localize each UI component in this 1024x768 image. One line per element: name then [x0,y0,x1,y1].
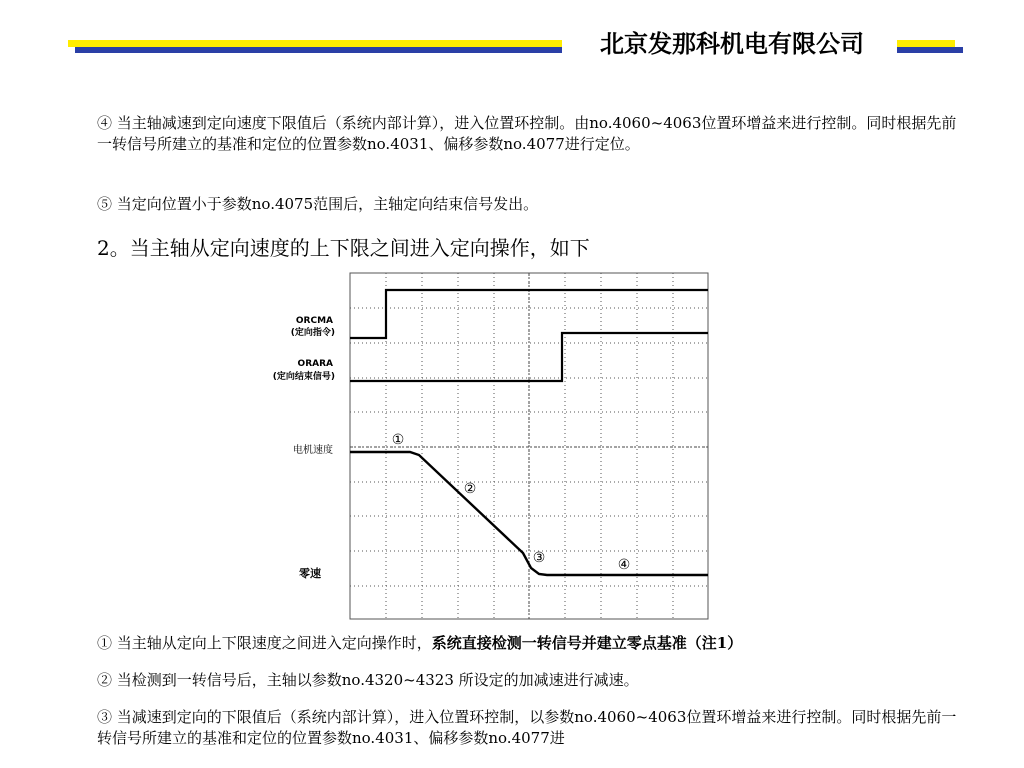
note-step-1-emphasis: 系统直接检测一转信号并建立零点基准（注1） [431,634,743,652]
header-blue-bar-right [897,47,963,53]
header-blue-bar-left [75,47,562,53]
header-yellow-bar-right [897,40,955,47]
orara-label: ORARA [297,359,333,369]
marker-1: ① [391,432,405,448]
note-step-1 [97,633,967,654]
orcma-desc: (定向指令) [290,328,335,338]
orara-desc: (定向结束信号) [272,372,335,382]
marker-2: ② [463,481,477,497]
note-step-3: ③ 当减速到定向的下限值后（系统内部计算），进入位置环控制，以参数no.4060~4063位置环增益来进行控制。同时根据先前一转信号所建立的基准和定位的位置参数no.4031、偏移参数no.4077进 [97,708,957,747]
paragraph-step-5: ⑤ 当定向位置小于参数no.4075范围后，主轴定向结束信号发出。 [97,195,539,213]
note-step-1-text: ① 当主轴从定向上下限速度之间进入定向操作时， [97,634,432,652]
orcma-label: ORCMA [295,316,333,326]
company-name: 北京发那科机电有限公司 [600,30,864,58]
header-yellow-bar-left [68,40,562,47]
timing-diagram [255,272,717,622]
paragraph-step-4: ④ 当主轴减速到定向速度下限值后（系统内部计算），进入位置环控制。由no.4060~4063位置环增益来进行控制。同时根据先前一转信号所建立的基准和定位的位置参数no.4031、偏移参数no.4077进行定位。 [97,114,957,153]
zero-speed-label: 零速 [299,567,321,580]
section-heading: 2。当主轴从定向速度的上下限之间进入定向操作，如下 [97,236,590,260]
note-step-2: ② 当检测到一转信号后，主轴以参数no.4320~4323 所设定的加减速进行减速。 [97,671,639,689]
marker-4: ④ [617,557,631,573]
marker-3: ③ [532,550,546,566]
motor-speed-label: 电机速度 [293,445,333,456]
